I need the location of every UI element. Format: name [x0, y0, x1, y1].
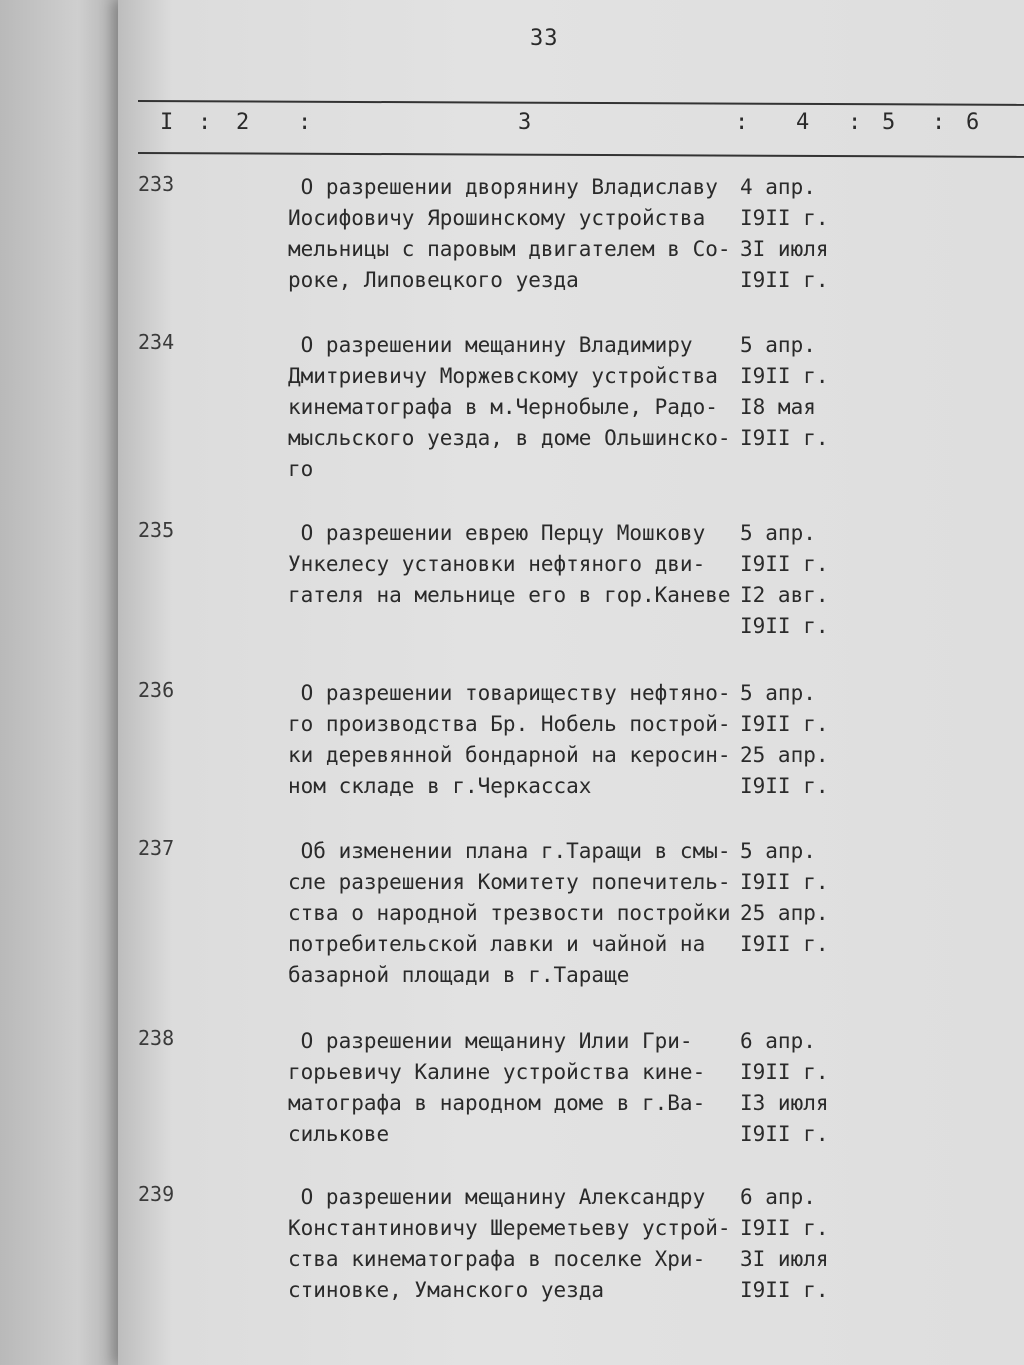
entry-number: 239 — [138, 1182, 175, 1206]
entry-dates: 5 апр. I9II г. I8 мая I9II г. — [740, 333, 829, 450]
entry-title: О разрешении товариществу нефтяно- го производства Бр. Нобель построй- ки деревянной бондарной на керосин- ном складе в г.Черкассах — [288, 681, 731, 798]
entry-dates: 5 апр. I9II г. I2 авг. I9II г. — [740, 521, 829, 638]
column-header-1: I — [160, 110, 174, 135]
entry-title: Об изменении плана г.Таращи в смы- сле разрешения Комитету попечитель- ства о народной трезвости постройки потребительской лавки и чайной на базарной площади в г.Таращe — [288, 839, 731, 987]
page-number: 33 — [530, 26, 559, 51]
entry-dates: 6 апр. I9II г. 3I июля I9II г. — [740, 1185, 829, 1302]
entry-number: 236 — [138, 678, 175, 702]
column-header-4: 4 — [796, 110, 810, 135]
column-separator: : — [198, 110, 212, 135]
column-separator: : — [848, 110, 862, 135]
column-header-6: 6 — [966, 110, 980, 135]
entry-title: О разрешении дворянину Владиславу Иосифовичу Ярошинскому устройства мельницы с паровым двигателем в Со- роке, Липовецкого уезда — [288, 175, 731, 292]
column-separator: : — [932, 110, 946, 135]
entry-number: 237 — [138, 836, 175, 860]
left-page-edge — [0, 0, 130, 1365]
entry-dates: 5 апр. I9II г. 25 апр. I9II г. — [740, 839, 829, 956]
entry-dates: 5 апр. I9II г. 25 апр. I9II г. — [740, 681, 829, 798]
entry-title: О разрешении еврею Перцу Мошкову Ункелесу установки нефтяного дви- гателя на мельнице его в гор.Каневе — [288, 521, 731, 607]
column-header-2: 2 — [236, 110, 250, 135]
entry-title: О разрешении мещанину Илии Гри- горьевичу Калине устройства кине- матографа в народном доме в г.Ва- силькове — [288, 1029, 706, 1146]
entry-title: О разрешении мещанину Владимиру Дмитриевичу Моржевскому устройства кинематографа в м.Чернобыле, Радо- мысльского уезда, в доме Ольшинско- го — [288, 333, 731, 481]
entry-number: 233 — [138, 172, 175, 196]
column-header-3: 3 — [518, 110, 532, 135]
entry-dates: 6 апр. I9II г. I3 июля I9II г. — [740, 1029, 829, 1146]
column-separator: : — [298, 110, 312, 135]
entry-number: 235 — [138, 518, 175, 542]
entry-number: 234 — [138, 330, 175, 354]
entry-title: О разрешении мещанину Александру Константиновичу Шереметьеву устрой- ства кинематографа в поселке Хри- стиновке, Уманского уезда — [288, 1185, 731, 1302]
entry-number: 238 — [138, 1026, 175, 1050]
entry-dates: 4 апр. I9II г. 3I июля I9II г. — [740, 175, 829, 292]
column-header-5: 5 — [882, 110, 896, 135]
column-separator: : — [735, 110, 749, 135]
